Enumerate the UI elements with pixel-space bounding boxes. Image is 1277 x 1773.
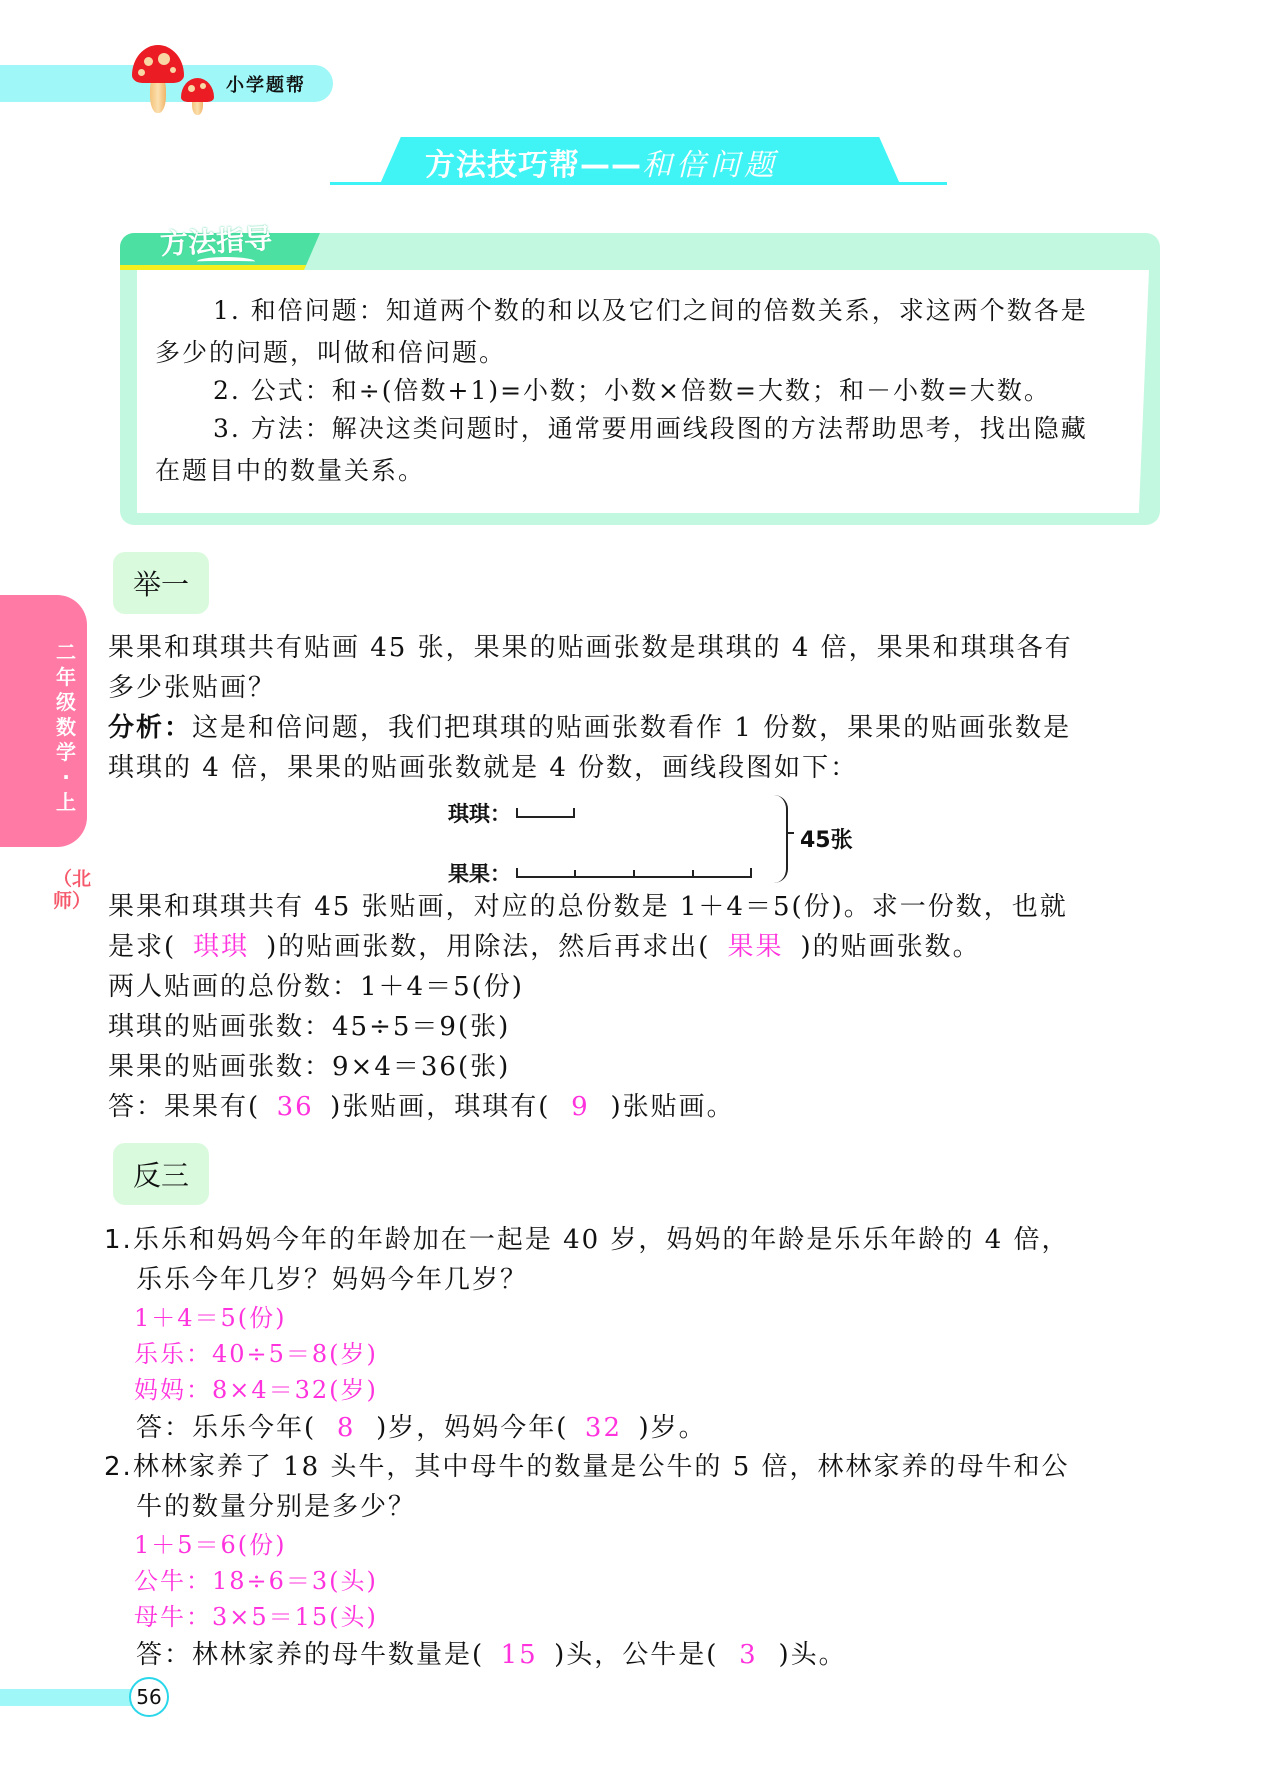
example-step-1: 两人贴画的总份数：1＋4＝5(份) [108, 972, 524, 1002]
example-explain-line2: 是求( 琪琪 )的贴画张数，用除法，然后再求出( 果果 )的贴画张数。 [108, 927, 1168, 967]
swoosh-icon [197, 257, 255, 266]
answer-blank: 36 [276, 1092, 314, 1122]
question-1-work [104, 1300, 1164, 1408]
diagram-row2-label: 果果： [448, 862, 511, 886]
side-edition-label: （北师） [53, 868, 92, 912]
question-2-work [104, 1527, 1164, 1635]
example-step-3: 果果的贴画张数：9×4＝36(张) [108, 1052, 511, 1082]
question-2-answer: 答：林林家养的母牛数量是( 15 )头，公牛是( 3 )头。 [104, 1635, 1164, 1675]
answer-blank: 8 [336, 1413, 356, 1443]
question-2-line2: 牛的数量分别是多少？ [136, 1492, 417, 1522]
practice-question-2 [104, 1447, 1164, 1675]
work-line: 1＋5＝6(份) [134, 1531, 287, 1559]
example-problem-line1: 果果和琪琪共有贴画 45 张，果果的贴画张数是琪琪的 4 倍，果果和琪琪各有 [108, 633, 1073, 663]
work-line: 乐乐：40÷5＝8(岁) [134, 1340, 378, 1368]
diagram-total-label: 45张 [800, 828, 853, 853]
guide-point-3-line2: 在题目中的数量关系。 [155, 456, 426, 485]
work-line: 妈妈：8×4＝32(岁) [134, 1376, 378, 1404]
guide-point-2: 2. 公式：和÷(倍数+1)=小数；小数×倍数=大数；和－小数=大数。 [213, 376, 1051, 405]
answer-blank: 3 [739, 1640, 758, 1670]
answer-blank: 果果 [727, 932, 784, 962]
question-number: 2. [104, 1452, 133, 1482]
answer-blank: 9 [571, 1092, 590, 1122]
answer-blank: 32 [584, 1413, 622, 1443]
question-1-answer: 答：乐乐今年( 8 )岁，妈妈今年( 32 )岁。 [104, 1408, 1164, 1448]
method-guide-tab-label: 方法指导 [159, 222, 273, 261]
practice-question-1 [104, 1220, 1164, 1448]
guide-point-1-line2: 多少的问题，叫做和倍问题。 [155, 338, 507, 367]
answer-blank: 琪琪 [193, 932, 250, 962]
example-analysis-line1 [108, 708, 1168, 748]
brand-title: 小学题帮 [226, 75, 306, 96]
analysis-text: 这是和倍问题，我们把琪琪的贴画张数看作 1 份数，果果的贴画张数是 [192, 713, 1072, 743]
diagram-tick [574, 870, 576, 878]
work-line: 1＋4＝5(份) [134, 1304, 287, 1332]
guide-point-3-line1: 3. 方法：解决这类问题时，通常要用画线段图的方法帮助思考，找出隐藏 [213, 414, 1088, 443]
work-line: 母牛：3×5＝15(头) [134, 1603, 378, 1631]
guide-point-1-line1: 1. 和倍问题：知道两个数的和以及它们之间的倍数关系，求这两个数各是 [213, 296, 1088, 325]
page-title [425, 140, 778, 184]
page-title-topic: 和倍问题 [642, 148, 778, 183]
question-1-line1: 1.乐乐和妈妈今年的年龄加在一起是 40 岁，妈妈的年龄是乐乐年龄的 4 倍， [104, 1225, 1070, 1255]
side-grade-text [54, 640, 78, 815]
practice-badge: 反三 [113, 1143, 209, 1205]
diagram-tick [692, 870, 694, 878]
answer-blank: 15 [500, 1640, 538, 1670]
page-title-dash: —— [580, 148, 642, 183]
example-badge: 举一 [113, 552, 209, 614]
diagram-tick [633, 870, 635, 878]
diagram-row1-label: 琪琪： [448, 802, 511, 826]
diagram-row1-segment [516, 808, 575, 818]
question-number: 1. [104, 1225, 133, 1255]
example-explain-line1: 果果和琪琪共有 45 张贴画，对应的总份数是 1＋4＝5(份)。求一份数，也就 [108, 892, 1068, 922]
brace-icon [770, 795, 788, 883]
work-line: 公牛：18÷6＝3(头) [134, 1567, 378, 1595]
example-problem [108, 628, 1168, 788]
example-step-2: 琪琪的贴画张数：45÷5＝9(张) [108, 1012, 511, 1042]
page-title-main: 方法技巧帮 [425, 148, 580, 183]
brace-point [786, 832, 794, 834]
question-1-line2: 乐乐今年几岁？妈妈今年几岁？ [136, 1265, 529, 1295]
side-grade-label: 二年级数学·上 [56, 640, 76, 814]
analysis-label: 分析： [108, 713, 193, 743]
question-2-line1: 2.林林家养了 18 头牛，其中母牛的数量是公牛的 5 倍，林林家养的母牛和公 [104, 1452, 1070, 1482]
mushroom-icon [130, 45, 220, 115]
page-number: 56 [129, 1677, 169, 1717]
example-answer: 答：果果有( 36 )张贴画，琪琪有( 9 )张贴画。 [108, 1087, 1168, 1127]
example-problem-line2: 多少张贴画？ [108, 673, 277, 703]
footer-band [0, 1689, 135, 1706]
example-analysis-line2: 琪琪的 4 倍，果果的贴画张数就是 4 份数，画线段图如下： [108, 753, 859, 783]
line-segment-diagram [440, 790, 860, 890]
example-solution [108, 887, 1168, 1127]
method-guide-text [155, 290, 1135, 492]
